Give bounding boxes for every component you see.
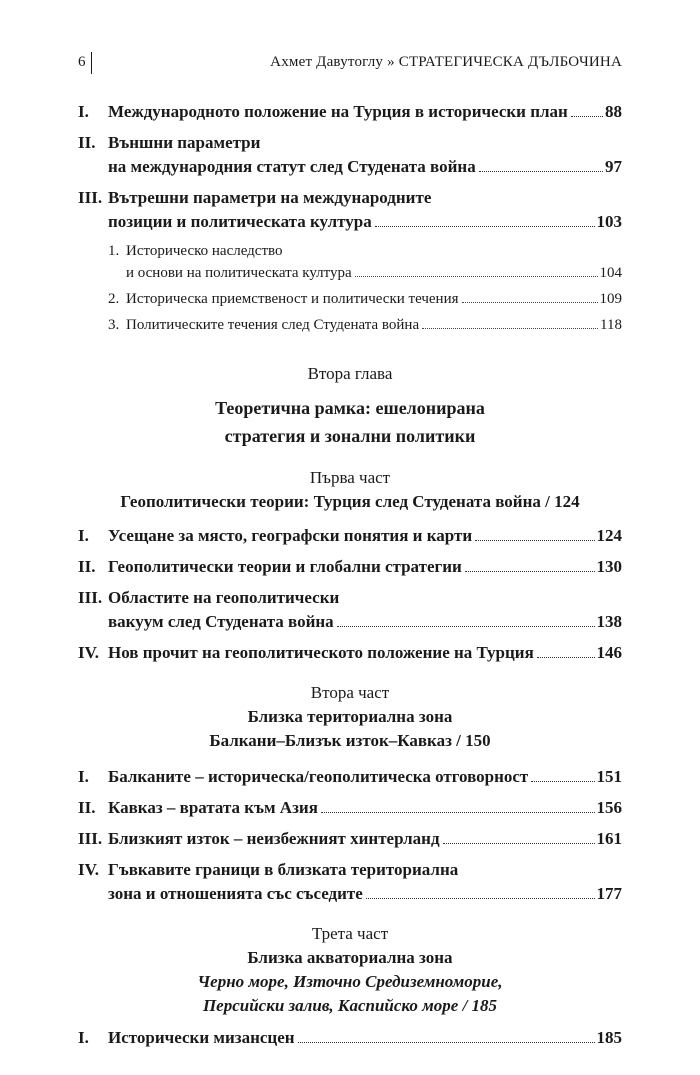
entry-title: Кавказ – вратата към Азия <box>108 798 318 817</box>
entry-line <box>108 610 622 634</box>
dot-leader <box>537 657 595 658</box>
dot-leader <box>366 898 595 899</box>
entry-line <box>108 131 622 155</box>
chapter-title-line-2: стратегия и зонални политики <box>224 426 476 446</box>
dot-leader <box>375 226 595 227</box>
entry-title: Вътрешни параметри на международните <box>108 188 432 207</box>
entry-number: 1. <box>108 243 120 259</box>
dot-leader <box>462 302 598 303</box>
dot-leader <box>422 328 598 329</box>
dot-leader <box>571 116 603 117</box>
entry-number: 2. <box>108 291 120 307</box>
entry-number: III. <box>78 829 103 848</box>
toc-subentry <box>78 314 622 336</box>
entry-body <box>108 524 622 548</box>
toc-entry <box>78 858 622 906</box>
entry-number: III. <box>78 188 103 207</box>
entry-body <box>108 827 622 851</box>
toc-entry <box>78 131 622 179</box>
entry-line <box>126 240 622 262</box>
toc-entry <box>78 827 622 851</box>
part-3-label: Трета част <box>311 924 389 943</box>
entry-line <box>108 796 622 820</box>
page-ref: 130 <box>596 557 622 576</box>
page-ref: 118 <box>600 317 622 333</box>
dot-leader <box>465 571 595 572</box>
entry-title: Нов прочит на геополитическото положение на Турция <box>108 643 534 662</box>
entry-number: II. <box>78 798 96 817</box>
entry-body <box>126 314 622 336</box>
entry-title: Международното положение на Турция в исторически план <box>108 102 568 121</box>
entry-line <box>108 858 622 882</box>
page-ref: 146 <box>596 643 622 662</box>
entry-title: Историческа приемственост и политически течения <box>126 291 459 307</box>
toc-part-3 <box>78 1026 622 1050</box>
running-title: Ахмет Давутоглу » СТРАТЕГИЧЕСКА ДЪЛБОЧИНА <box>270 54 622 70</box>
dot-leader <box>531 781 594 782</box>
entry-number: IV. <box>78 860 99 879</box>
entry-body <box>108 586 622 634</box>
entry-title: Геополитически теории и глобални стратегии <box>108 557 462 576</box>
entry-title: Исторически мизансцен <box>108 1028 295 1047</box>
toc-entry <box>78 586 622 634</box>
entry-line <box>108 100 622 124</box>
entry-number: III. <box>78 588 103 607</box>
entry-line <box>108 765 622 789</box>
entry-number: I. <box>78 526 89 545</box>
entry-title: Гъвкавите граници в близката териториална <box>108 860 459 879</box>
entry-line <box>108 882 622 906</box>
table-of-contents <box>78 100 622 1050</box>
toc-entry <box>78 100 622 124</box>
page-ref: 88 <box>605 102 622 121</box>
entry-line <box>126 288 622 310</box>
toc-entry <box>78 1026 622 1050</box>
entry-body <box>108 555 622 579</box>
dot-leader <box>443 843 595 844</box>
entry-title: Външни параметри <box>108 133 261 152</box>
entry-number: 3. <box>108 317 120 333</box>
page-ref: 185 <box>596 1028 622 1047</box>
part-2-title-line-2: Балкани–Близък изток–Кавказ / 150 <box>209 731 491 750</box>
chapter-title-line-1: Теоретична рамка: ешелонирана <box>215 398 485 418</box>
page-ref: 103 <box>596 212 622 231</box>
page-ref: 97 <box>605 157 622 176</box>
entry-line <box>108 186 622 210</box>
entry-title: Историческо наследство <box>126 243 283 259</box>
entry-body <box>108 186 622 234</box>
part-2-label: Втора част <box>310 683 390 702</box>
page-ref: 109 <box>599 291 622 307</box>
part-3-subtitle-line-1: Черно море, Източно Средиземноморие, <box>197 972 503 991</box>
toc-part-2 <box>78 765 622 906</box>
header-divider <box>91 52 92 74</box>
entry-line <box>108 555 622 579</box>
entry-title: и основи на политическата култура <box>126 265 352 281</box>
page-ref: 156 <box>596 798 622 817</box>
toc-entry <box>78 524 622 548</box>
entry-line <box>126 262 622 284</box>
entry-line <box>108 210 622 234</box>
entry-line <box>108 524 622 548</box>
toc-entry <box>78 186 622 234</box>
part-2-title-line-1: Близка териториална зона <box>247 707 453 726</box>
entry-number: I. <box>78 1028 89 1047</box>
entry-body <box>108 796 622 820</box>
part-3-subtitle-line-2: Персийски залив, Каспийско море / 185 <box>202 996 498 1015</box>
part-1-label: Първа част <box>309 468 391 487</box>
entry-title: вакуум след Студената война <box>108 612 334 631</box>
entry-number: II. <box>78 133 96 152</box>
entry-title: Балканите – историческа/геополитическа отговорност <box>108 767 529 786</box>
part-1-title: Геополитически теории: Турция след Студената война / 124 <box>120 492 580 511</box>
toc-part-1 <box>78 524 622 665</box>
page-ref: 177 <box>596 884 622 903</box>
page-number: 6 <box>78 54 86 70</box>
page-ref: 161 <box>596 829 622 848</box>
part-3-title: Близка акваториална зона <box>247 948 453 967</box>
entry-body <box>108 100 622 124</box>
entry-body <box>108 131 622 179</box>
entry-line <box>108 641 622 665</box>
entry-number: I. <box>78 767 89 786</box>
entry-line <box>108 1026 622 1050</box>
dot-leader <box>298 1042 595 1043</box>
entry-title: Политическите течения след Студената война <box>126 317 420 333</box>
entry-body <box>126 240 622 284</box>
entry-body <box>108 1026 622 1050</box>
toc-entry <box>78 796 622 820</box>
entry-title: позиции и политическата култура <box>108 212 372 231</box>
entry-line <box>126 314 622 336</box>
entry-body <box>108 765 622 789</box>
dot-leader <box>475 540 594 541</box>
entry-line <box>108 827 622 851</box>
entry-body <box>126 288 622 310</box>
running-header <box>78 50 622 78</box>
entry-line <box>108 586 622 610</box>
dot-leader <box>321 812 595 813</box>
dot-leader <box>355 276 598 277</box>
toc-block-1 <box>78 100 622 234</box>
toc-subsections <box>78 240 622 336</box>
page-ref: 138 <box>596 612 622 631</box>
dot-leader <box>479 171 603 172</box>
entry-title: Усещане за място, географски понятия и карти <box>108 526 473 545</box>
entry-body <box>108 858 622 906</box>
page-ref: 151 <box>596 767 622 786</box>
entry-title: на международния статут след Студената война <box>108 157 476 176</box>
entry-number: I. <box>78 102 89 121</box>
chapter-label: Втора глава <box>307 364 393 383</box>
toc-entry <box>78 555 622 579</box>
page-ref: 104 <box>599 265 622 281</box>
toc-subentry <box>78 240 622 284</box>
entry-line <box>108 155 622 179</box>
dot-leader <box>337 626 595 627</box>
entry-number: IV. <box>78 643 99 662</box>
page-ref: 124 <box>596 526 622 545</box>
entry-number: II. <box>78 557 96 576</box>
entry-body <box>108 641 622 665</box>
toc-entry <box>78 641 622 665</box>
entry-title: Близкият изток – неизбежният хинтерланд <box>108 829 440 848</box>
toc-entry <box>78 765 622 789</box>
entry-title: Областите на геополитически <box>108 588 340 607</box>
toc-subentry <box>78 288 622 310</box>
entry-title: зона и отношенията със съседите <box>108 884 363 903</box>
